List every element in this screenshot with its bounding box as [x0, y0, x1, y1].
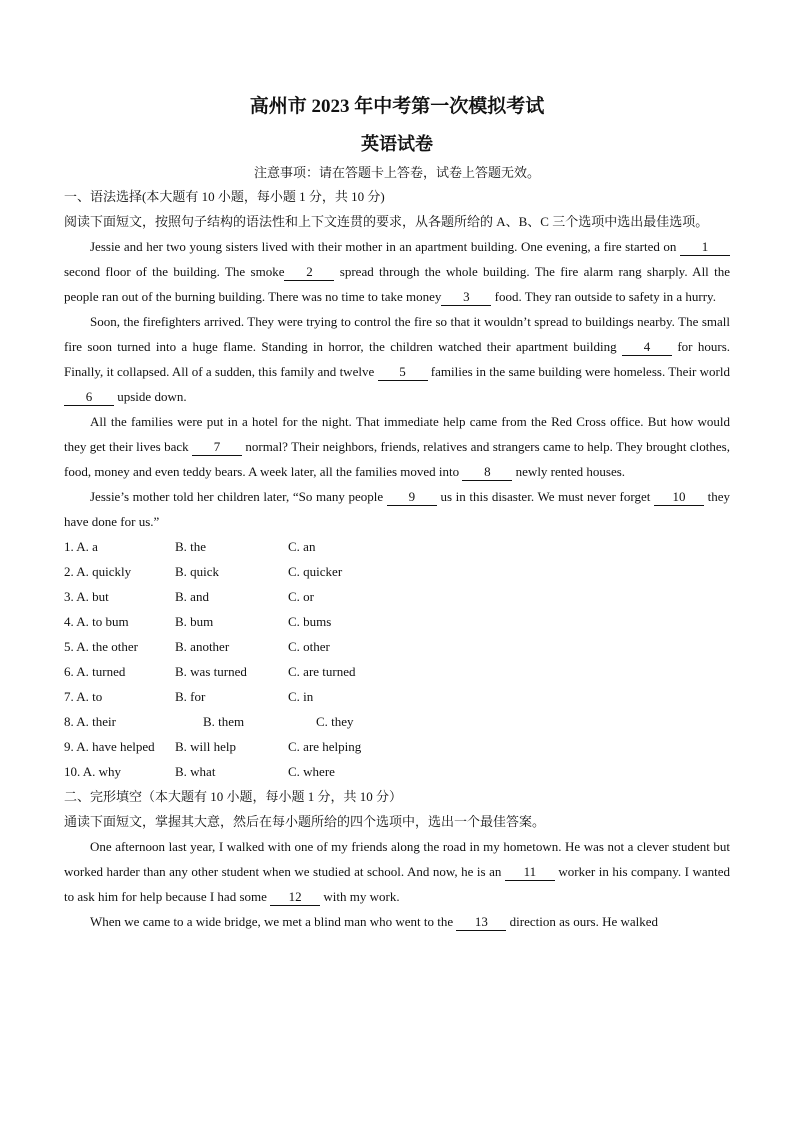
- blank-11: 11: [505, 864, 555, 881]
- option-a: 10. A. why: [64, 764, 122, 779]
- passage-text: One afternoon last year, I walked with one of my friends along the road in my hometown. He was not a clever student but worked harder than any other student when we studied at school. And now, he is an: [64, 839, 730, 879]
- blank-13: 13: [456, 914, 506, 931]
- option-b: B. another: [175, 639, 230, 654]
- option-c: C. are turned: [288, 664, 356, 679]
- section2-instruction: 通读下面短文，掌握其大意，然后在每小题所给的四个选项中，选出一个最佳答案。: [64, 814, 546, 829]
- blank-9: 9: [387, 489, 437, 506]
- option-b: B. and: [175, 589, 209, 604]
- blank-5: 5: [378, 364, 428, 381]
- exam-page: [64, 92, 730, 934]
- passage-text: us in this disaster. We must never forget: [436, 489, 654, 504]
- blank-12: 12: [270, 889, 320, 906]
- passage1-paragraph-1: [64, 234, 730, 309]
- passage-text: spread through the whole building. The fire alarm rang sharply. All the people ran out of the burning building. There was no time to take money: [64, 264, 730, 304]
- option-b: B. for: [175, 689, 206, 704]
- exam-notice: 注意事项：请在答题卡上答卷，试卷上答题无效。: [253, 165, 540, 180]
- blank-4: 4: [622, 339, 672, 356]
- option-b: B. them: [203, 714, 245, 729]
- option-c: C. bums: [288, 614, 332, 629]
- passage-text: upside down.: [114, 389, 187, 404]
- passage-text: second floor of the building. The smoke: [64, 264, 285, 279]
- option-b: B. the: [175, 539, 207, 554]
- blank-3: 3: [441, 289, 491, 306]
- section1-heading: 一、语法选择(本大题有 10 小题，每小题 1 分，共 10 分): [64, 189, 385, 204]
- option-c: C. or: [288, 589, 314, 604]
- blank-6: 6: [64, 389, 114, 406]
- option-row-1: [64, 534, 730, 559]
- passage-text: worker in his company. I wanted to ask him for help because I had some: [64, 864, 731, 904]
- options-list: [64, 534, 730, 784]
- option-c: C. they: [316, 714, 354, 729]
- passage-text: Jessie’s mother told her children later, “So many people: [90, 489, 387, 504]
- option-a: 9. A. have helped: [64, 739, 155, 754]
- option-b: B. will help: [175, 739, 237, 754]
- option-a: 6. A. turned: [64, 664, 126, 679]
- option-a: 4. A. to bum: [64, 614, 129, 629]
- passage-text: All the families were put in a hotel for the night. That immediate help came from the Red Cross office. But how would they get their lives back: [64, 414, 730, 454]
- option-a: 8. A. their: [64, 714, 116, 729]
- passage-text: food. They ran outside to safety in a hurry.: [491, 289, 716, 304]
- passage2-paragraph-1: [64, 834, 730, 909]
- option-c: C. where: [288, 764, 335, 779]
- exam-subtitle: 英语试卷: [361, 134, 433, 154]
- option-row-3: [64, 584, 730, 609]
- option-a: 2. A. quickly: [64, 564, 132, 579]
- option-row-10: [64, 759, 730, 784]
- option-row-4: [64, 609, 730, 634]
- section2-heading: 二、完形填空（本大题有 10 小题，每小题 1 分，共 10 分）: [64, 789, 403, 804]
- passage1-paragraph-2: [64, 309, 730, 409]
- passage-text: normal? Their neighbors, friends, relatives and strangers came to help. They brought clothes, food, money and even teddy bears. A week later, all the families moved into: [64, 439, 730, 479]
- passage-text: for hours. Finally, it collapsed. All of a sudden, this family and twelve: [64, 339, 730, 379]
- passage-text: with my work.: [320, 889, 400, 904]
- option-b: B. bum: [175, 614, 214, 629]
- passage-text: they have done for us.”: [64, 489, 730, 529]
- passage2-paragraph-2: [64, 909, 730, 934]
- option-row-6: [64, 659, 730, 684]
- passage-text: When we came to a wide bridge, we met a blind man who went to the: [90, 914, 457, 929]
- option-row-9: [64, 734, 730, 759]
- option-row-5: [64, 634, 730, 659]
- option-a: 3. A. but: [64, 589, 109, 604]
- passage1-paragraph-4: [64, 484, 730, 534]
- option-row-7: [64, 684, 730, 709]
- option-c: C. other: [288, 639, 330, 654]
- option-b: B. quick: [175, 564, 220, 579]
- option-a: 5. A. the other: [64, 639, 139, 654]
- option-a: 7. A. to: [64, 689, 103, 704]
- passage-text: families in the same building were homeless. Their world: [427, 364, 730, 379]
- option-c: C. in: [288, 689, 314, 704]
- section1-instruction: 阅读下面短文，按照句子结构的语法性和上下文连贯的要求，从各题所给的 A、B、C 三个选项中选出最佳选项。: [64, 214, 709, 229]
- exam-title: 高州市 2023 年中考第一次模拟考试: [249, 96, 545, 117]
- passage-text: Jessie and her two young sisters lived with their mother in an apartment building. One evening, a fire started on: [90, 239, 680, 254]
- option-b: B. was turned: [175, 664, 247, 679]
- blank-8: 8: [462, 464, 512, 481]
- option-b: B. what: [175, 764, 216, 779]
- option-c: C. an: [288, 539, 316, 554]
- passage-text: newly rented houses.: [512, 464, 626, 479]
- blank-2: 2: [284, 264, 334, 281]
- option-c: C. are helping: [288, 739, 362, 754]
- option-a: 1. A. a: [64, 539, 98, 554]
- passage1-paragraph-3: [64, 409, 730, 484]
- option-row-2: [64, 559, 730, 584]
- blank-10: 10: [654, 489, 704, 506]
- blank-1: 1: [680, 239, 730, 256]
- option-c: C. quicker: [288, 564, 343, 579]
- blank-7: 7: [192, 439, 242, 456]
- passage-text: direction as ours. He walked: [506, 914, 659, 929]
- passage-text: Soon, the firefighters arrived. They were trying to control the fire so that it wouldn’t spread to buildings nearby. The small fire soon turned into a huge flame. Standing in horror, the children watched their apartment building: [64, 314, 730, 354]
- option-row-8: [64, 709, 730, 734]
